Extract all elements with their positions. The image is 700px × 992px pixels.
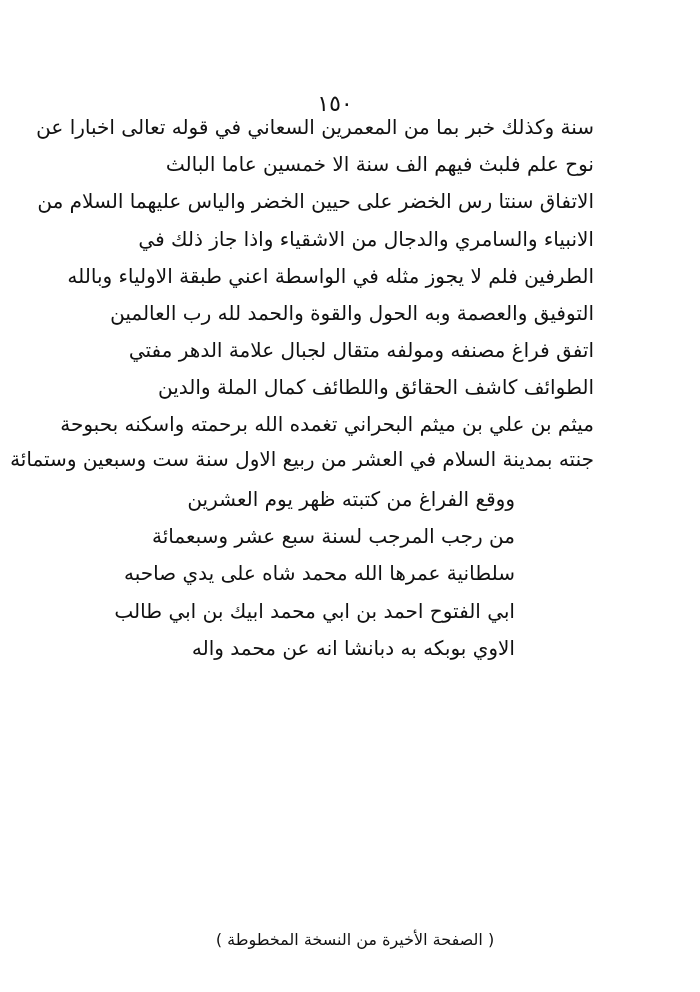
manuscript-line: جنته بمدينة السلام في العشر من ربيع الاول سنة ست وسبعين وستمائة (10, 447, 594, 471)
page-number: ١٥٠ (317, 92, 353, 117)
colophon-line: ابي الفتوح احمد بن ابي محمد ابيك بن ابي طالب (114, 599, 515, 623)
manuscript-line: نوح علم فلبث فيهم الف سنة الا خمسين عاما البالث (165, 152, 594, 176)
manuscript-line: التوفيق والعصمة وبه الحول والقوة والحمد لله رب العالمين (110, 301, 594, 325)
colophon-line: سلطانية عمرها الله محمد شاه على يدي صاحبه (123, 561, 515, 585)
colophon-line: ووقع الفراغ من كتبته ظهر يوم العشرين (187, 487, 515, 511)
manuscript-line: سنة وكذلك خبر بما من المعمرين السعاني في قوله تعالى اخبارا عن (36, 115, 594, 139)
manuscript-line: ميثم بن علي بن ميثم البحراني تغمده الله برحمته واسكنه بحبوحة (60, 412, 594, 436)
manuscript-line: اتفق فراغ مصنفه ومولفه متقال لجبال علامة الدهر مفتي (128, 338, 594, 362)
manuscript-line: الطوائف كاشف الحقائق واللطائف كمال الملة والدين (157, 375, 594, 399)
colophon-line: الاوي بوبكه به دبانشا انه عن محمد واله (191, 636, 515, 660)
manuscript-line: الطرفين فلم لا يجوز مثله في الواسطة اعني طبقة الاولياء وبالله (67, 264, 594, 288)
manuscript-line: الاتفاق سنتا رس الخضر على حيين الخضر والياس عليهما السلام من (37, 189, 594, 213)
colophon-line: من رجب المرجب لسنة سبع عشر وسبعمائة (152, 524, 515, 548)
page-caption: ( الصفحة الأخيرة من النسخة المخطوطة ) (215, 930, 495, 949)
manuscript-line: الانبياء والسامري والدجال من الاشقياء واذا جاز ذلك في (138, 227, 594, 251)
